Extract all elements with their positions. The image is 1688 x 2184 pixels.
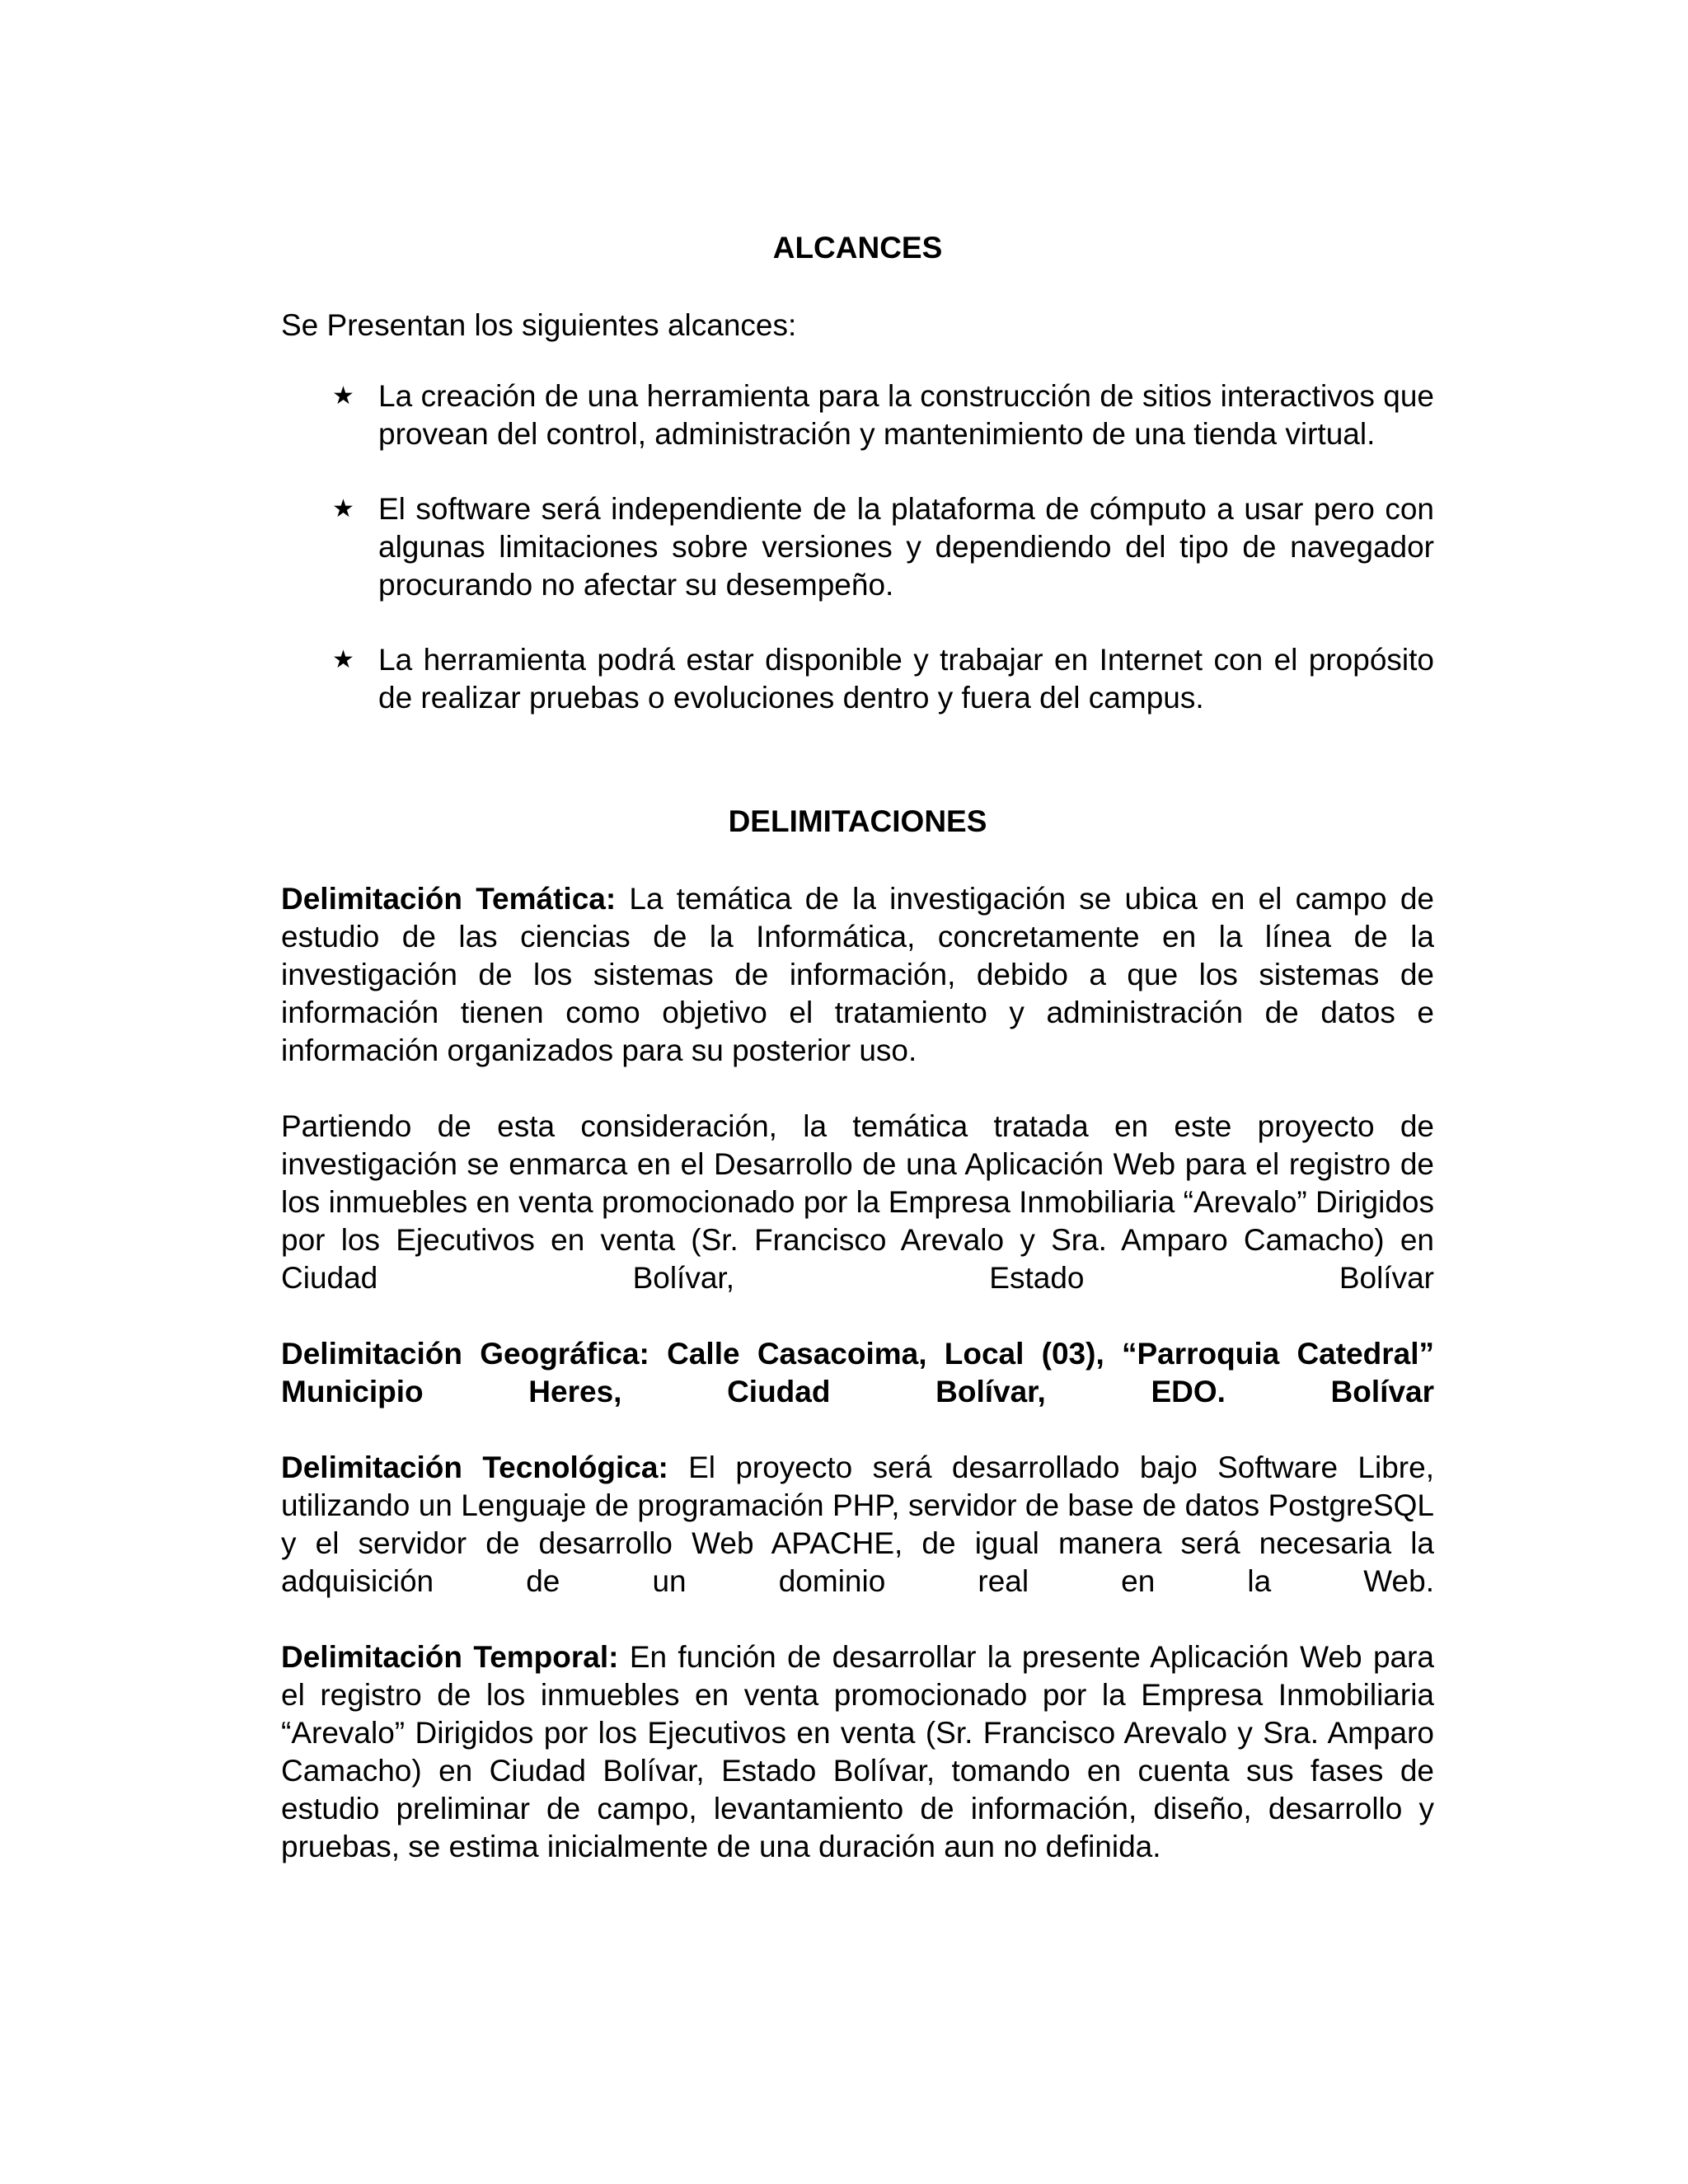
delimitacion-tematica-label: Delimitación Temática:: [281, 882, 617, 916]
list-item: [281, 490, 1434, 604]
alcances-title: ALCANCES: [772, 231, 943, 265]
delimitacion-tecnologica-label: Delimitación Tecnológica:: [281, 1451, 668, 1484]
delimitacion-temporal: [281, 1638, 1434, 1866]
alcances-list: [281, 377, 1434, 717]
delimitacion-geografica-text: Calle Casacoima, Local (03), “Parroquia Catedral” Municipio Heres, Ciudad Bolívar, EDO. Bolívar: [281, 1337, 1435, 1408]
delimitacion-tecnologica-text: El proyecto será desarrollado bajo Software Libre, utilizando un Lenguaje de programación PHP, servidor de base de datos PostgreSQL y el servidor de desarrollo Web APACHE, de igual manera será necesaria la adquisición de un dominio real en la Web.: [281, 1451, 1434, 1598]
list-item-text: El software será independiente de la plataforma de cómputo a usar pero con algunas limitaciones sobre versiones y dependiendo del tipo de navegador procurando no afectar su desempeño.: [378, 492, 1434, 602]
star-bullet-icon: ★: [332, 494, 354, 523]
delimitacion-temporal-text: En función de desarrollar la presente Aplicación Web para el registro de los inmuebles en venta promocionado por la Empresa Inmobiliaria “Arevalo” Dirigidos por los Ejecutivos en venta (Sr. Francisco Arevalo y Sra. Amparo Camacho) en Ciudad Bolívar, Estado Bolívar, tomando en cuenta sus fases de estudio preliminar de campo, levantamiento de información, diseño, desarrollo y pruebas, se estima inicialmente de una duración aun no definida.: [281, 1640, 1434, 1863]
delimitacion-tematica-text: La temática de la investigación se ubica en el campo de estudio de las ciencias de la Informática, concretamente en la línea de la investigación de los sistemas de información, debido a que los sistemas de información tienen como objetivo el tratamiento y administración de datos e información organizados para su posterior uso.: [281, 882, 1434, 1067]
delimitacion-tecnologica: [281, 1449, 1434, 1601]
delimitacion-temporal-label: Delimitación Temporal:: [281, 1640, 619, 1674]
delimitacion-tematica: [281, 880, 1434, 1070]
star-bullet-icon: ★: [332, 382, 354, 410]
partiendo-paragraph: Partiendo de esta consideración, la temática tratada en este proyecto de investigación se enmarca en el Desarrollo de una Aplicación Web para el registro de los inmuebles en venta promocionado por la Empresa Inmobiliaria “Arevalo” Dirigidos por los Ejecutivos en venta (Sr. Francisco Arevalo y Sra. Amparo Camacho) en Ciudad Bolívar, Estado Bolívar: [281, 1109, 1434, 1295]
delimitacion-geografica-label: Delimitación Geográfica:: [281, 1337, 649, 1371]
alcances-intro: Se Presentan los siguientes alcances:: [281, 308, 797, 342]
list-item-text: La creación de una herramienta para la construcción de sitios interactivos que provean del control, administración y mantenimiento de una tienda virtual.: [378, 379, 1434, 451]
list-item-text: La herramienta podrá estar disponible y trabajar en Internet con el propósito de realizar pruebas o evoluciones dentro y fuera del campus.: [378, 643, 1434, 715]
delimitaciones-title: DELIMITACIONES: [728, 804, 987, 838]
list-item: [281, 641, 1434, 717]
document-body: [281, 229, 1434, 1904]
list-item: [281, 377, 1434, 453]
star-bullet-icon: ★: [332, 645, 354, 674]
delimitacion-geografica: [281, 1335, 1434, 1411]
